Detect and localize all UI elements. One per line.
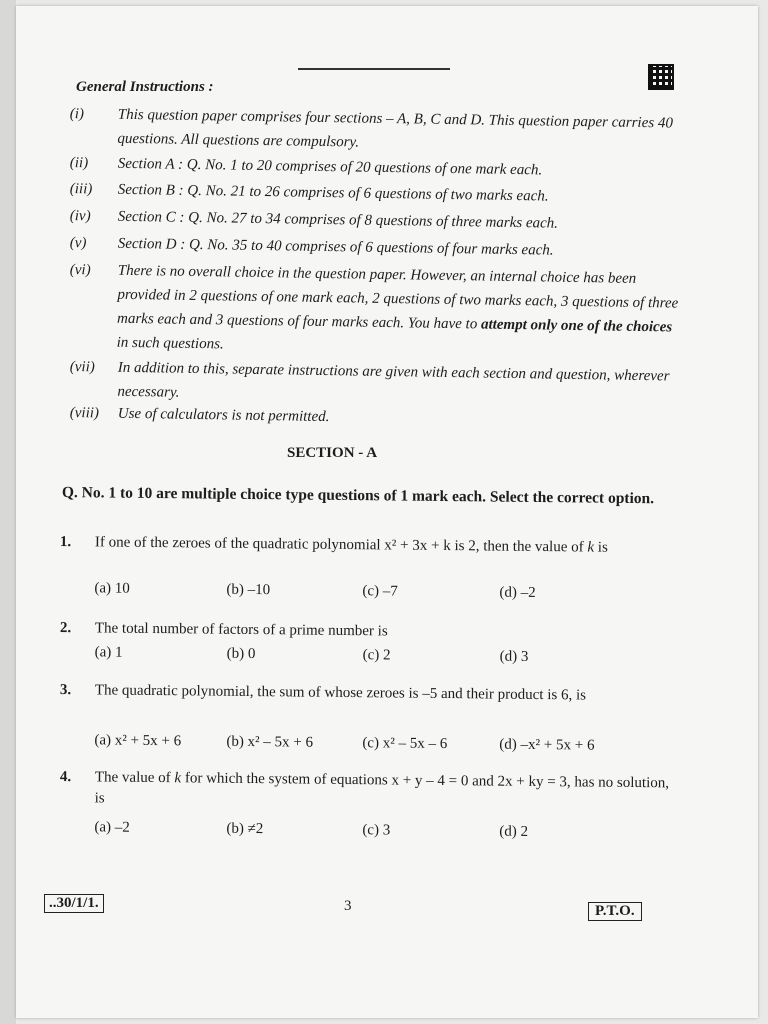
option-d: (d) 3: [499, 648, 529, 665]
instruction-text: Section D : Q. No. 35 to 40 comprises of 6 questions of four marks each.: [117, 235, 554, 259]
question-number: 4.: [59, 768, 72, 786]
instruction-number: (v): [69, 234, 87, 252]
option-a: (a) 1: [94, 644, 123, 661]
instruction-number: (iv): [69, 207, 91, 225]
instruction-number: (vi): [69, 261, 91, 279]
option-b: (b) x² – 5x + 6: [226, 733, 314, 751]
page-number: 3: [344, 898, 352, 914]
instruction-text: This question paper comprises four sections – A, B, C and D. This question paper carries 40 questions. All questions are compulsory.: [117, 106, 674, 151]
question-variable: k: [174, 770, 182, 787]
option-d: (d) 2: [499, 823, 529, 840]
instruction-text: Section A : Q. No. 1 to 20 comprises of 20 questions of one mark each.: [117, 155, 543, 179]
question-text-part: The value of: [94, 769, 175, 787]
instruction-text: Section C : Q. No. 27 to 34 comprises of 8 questions of three marks each.: [117, 208, 559, 232]
question-text: [95, 767, 670, 815]
pto-label: P.T.O.: [588, 902, 642, 921]
option-a: (a) 10: [94, 580, 130, 597]
option-b: (b) 0: [226, 645, 256, 663]
option-b: (b) ≠2: [226, 820, 264, 838]
instruction-number: (vii): [69, 358, 95, 376]
instruction-text-part: There is no overall choice in the question paper. However, an internal choice has been provided in 2 questions of one mark each, 2 questions of two marks each, 3 questions of three marks each and 3 questions of four marks each. You have to: [116, 262, 679, 333]
header-rule: [298, 68, 450, 70]
instruction-number: (iii): [69, 180, 93, 198]
instruction-text: Use of calculators is not permitted.: [117, 405, 330, 426]
instruction-text-bold: attempt only one of the choices: [480, 316, 673, 336]
question-text: The total number of factors of a prime number is: [94, 620, 388, 640]
instruction-item: [68, 258, 679, 364]
question-text-part: is: [593, 539, 608, 556]
instruction-item: [69, 102, 680, 160]
instruction-text: In addition to this, separate instructions are given with each section and question, wherever necessary.: [117, 359, 670, 401]
question-variable: k: [587, 539, 595, 556]
instruction-text-part: in such questions.: [116, 334, 224, 353]
instruction-number: (i): [69, 105, 85, 123]
instruction-text: [116, 259, 679, 364]
instruction-number: (ii): [69, 154, 89, 172]
option-d: (d) –x² + 5x + 6: [499, 736, 595, 754]
option-c: (c) 2: [362, 647, 391, 664]
paper-code: ..30/1/1.: [44, 894, 104, 913]
question: [59, 767, 670, 840]
option-c: (c) x² – 5x – 6: [362, 735, 448, 753]
instructions-title: General Instructions :: [76, 79, 214, 95]
page-edge: [0, 0, 16, 1024]
question-text-part: for which the system of equations x + y – 4 = 0 and 2x + ky = 3, has no solution, is: [94, 770, 670, 807]
question-number: 1.: [59, 533, 72, 551]
option-d: (d) –2: [499, 584, 536, 601]
question-number: 2.: [59, 619, 72, 637]
instruction-number: (viii): [69, 404, 100, 422]
question-number: 3.: [59, 681, 72, 699]
section-note: Q. No. 1 to 10 are multiple choice type questions of 1 mark each. Select the correct option.: [61, 483, 655, 508]
instruction-text: Section B : Q. No. 21 to 26 comprises of 6 questions of two marks each.: [117, 181, 549, 205]
qr-code-icon: [648, 64, 674, 90]
option-c: (c) 3: [362, 822, 391, 839]
option-a: (a) x² + 5x + 6: [94, 732, 182, 750]
option-c: (c) –7: [362, 583, 398, 600]
section-heading: SECTION - A: [287, 445, 378, 461]
option-a: (a) –2: [94, 819, 130, 836]
question-text: The quadratic polynomial, the sum of whose zeroes is –5 and their product is 6, is: [94, 682, 587, 704]
option-b: (b) –10: [226, 581, 271, 599]
question-text-part: If one of the zeroes of the quadratic polynomial x² + 3x + k is 2, then the value of: [94, 534, 588, 556]
